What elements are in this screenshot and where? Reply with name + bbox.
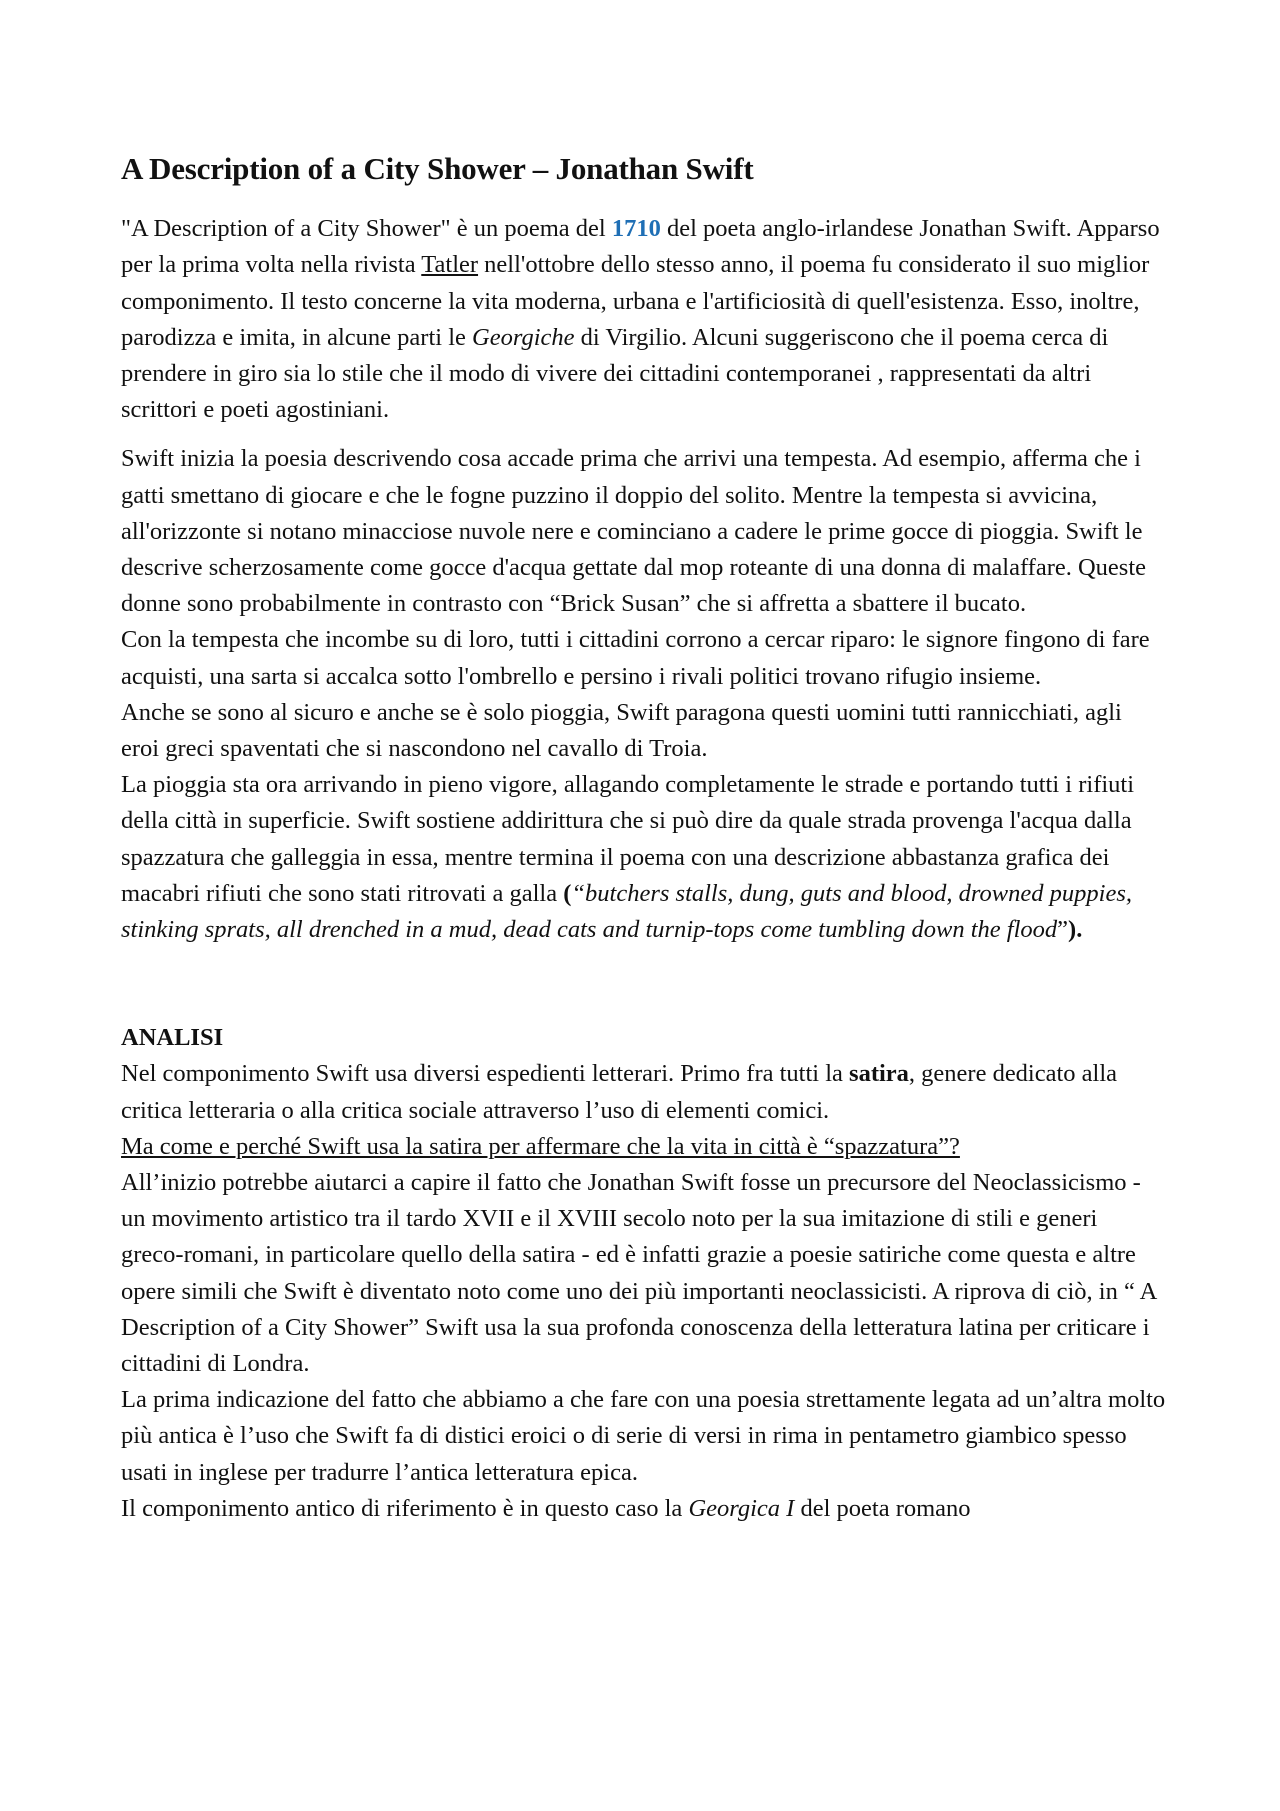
- tatler-link[interactable]: Tatler: [421, 251, 479, 279]
- analysis-a1-text-1: Nel componimento Swift usa diversi espedienti letterari. Primo fra tutti la: [121, 1060, 850, 1088]
- summary-p4-quote-close: ”: [1057, 916, 1069, 944]
- analysis-paragraph-5: [121, 1491, 1166, 1527]
- analysis-paragraph-1: [121, 1056, 1166, 1128]
- analysis-paragraph-4: La prima indicazione del fatto che abbiamo a che fare con una poesia strettamente legata ad un’altra molto più antica è l’uso che Swift fa di distici eroici o di serie di versi in rima in pentametro giambico spesso usati in inglese per tradurre l’antica letteratura epica.: [121, 1386, 1166, 1486]
- summary-paragraph-1: Swift inizia la poesia descrivendo cosa accade prima che arrivi una tempesta. Ad esempio, afferma che i gatti smettano di giocare e che le fogne puzzino il doppio del solito. Mentre la tempesta si avvicina, all'orizzonte si notano minacciose nuvole nere e cominciano a cadere le prime gocce di pioggia. Swift le descrive scherzosamente come gocce d'acqua gettate dal mop roteante di una donna di malaffare. Queste donne sono probabilmente in contrasto con “Brick Susan” che si affretta a sbattere il bucato.: [121, 445, 1147, 618]
- summary-p4-text: La pioggia sta ora arrivando in pieno vigore, allagando completamente le strade e portando tutti i rifiuti della città in superficie. Swift sostiene addirittura che si può dire da quale strada provenga l'acqua dalla spazzatura che galleggia in essa, mentre termina il poema con una descrizione abbastanza grafica dei macabri rifiuti che sono stati ritrovati a galla: [121, 771, 1135, 907]
- intro-paragraph: [121, 211, 1166, 428]
- analysis-a1-text-2: , genere dedicato alla critica letteraria o alla critica sociale attraverso l’uso di elementi comici.: [121, 1060, 1118, 1124]
- intro-text-3: nell'ottobre dello stesso anno, il poema fu considerato il suo miglior componimento. Il testo concerne la vita moderna, urbana e l'artificiosità di quell'esistenza. Esso, inoltre, parodizza e imita, in alcune parti le: [121, 251, 1150, 351]
- analysis-a5-text-2: del poeta romano: [794, 1494, 971, 1522]
- intro-text-1: "A Description of a City Shower" è un poema del: [121, 215, 612, 243]
- georgiche-italic: Georgiche: [472, 323, 575, 351]
- document-page: [121, 150, 1166, 1527]
- summary-p4-quote-open: “: [571, 879, 586, 907]
- georgica-italic: Georgica I: [688, 1494, 795, 1522]
- analysis-paragraph-3: All’inizio potrebbe aiutarci a capire il fatto che Jonathan Swift fosse un precursore del Neoclassicismo - un movimento artistico tra il tardo XVII e il XVIII secolo noto per la sua imitazione di stili e generi greco-romani, in particolare quello della satira - ed è infatti grazie a poesie satiriche come questa e altre opere simili che Swift è diventato noto come uno dei più importanti neoclassicisti. A riprova di ciò, in “ A Description of a City Shower” Swift usa la sua profonda conoscenza della letteratura latina per criticare i cittadini di Londra.: [121, 1169, 1156, 1378]
- analysis-heading: ANALISI: [121, 1024, 224, 1052]
- analysis-a5-text-1: Il componimento antico di riferimento è in questo caso la: [121, 1494, 689, 1522]
- intro-text-2: del poeta anglo-irlandese Jonathan Swift. Apparso per la prima volta nella rivista: [121, 215, 1160, 279]
- summary-p4-open-paren: (: [563, 879, 572, 907]
- document-title: A Description of a City Shower – Jonathan Swift: [121, 151, 754, 186]
- summary-paragraph-2: Con la tempesta che incombe su di loro, tutti i cittadini corrono a cercar riparo: le signore fingono di fare acquisti, una sarta si accalca sotto l'ombrello e persino i rivali politici trovano rifugio insieme.: [121, 626, 1150, 690]
- summary-paragraph-4: [121, 767, 1166, 948]
- summary-paragraph-3: Anche se sono al sicuro e anche se è solo pioggia, Swift paragona questi uomini tutti rannicchiati, agli eroi greci spaventati che si nascondono nel cavallo di Troia.: [121, 698, 1122, 763]
- year-highlight: 1710: [611, 215, 661, 243]
- summary-p4-close-paren: ).: [1068, 916, 1083, 944]
- intro-text-4: di Virgilio. Alcuni suggeriscono che il poema cerca di prendere in giro sia lo stile che il modo di vivere dei cittadini contemporanei , rappresentati da altri scrittori e poeti agostiniani.: [121, 323, 1109, 424]
- analysis-question-text: Ma come e perché Swift usa la satira per affermare che la vita in città è “spazzatura”?: [121, 1132, 960, 1160]
- summary-p4-quote: butchers stalls, dung, guts and blood, drowned puppies, stinking sprats, all drenched in a mud, dead cats and turnip-tops come tumbling down the flood: [121, 879, 1132, 944]
- analysis-question: [121, 1129, 1166, 1165]
- section-spacer: [121, 948, 1166, 1020]
- satira-bold: satira: [849, 1060, 909, 1088]
